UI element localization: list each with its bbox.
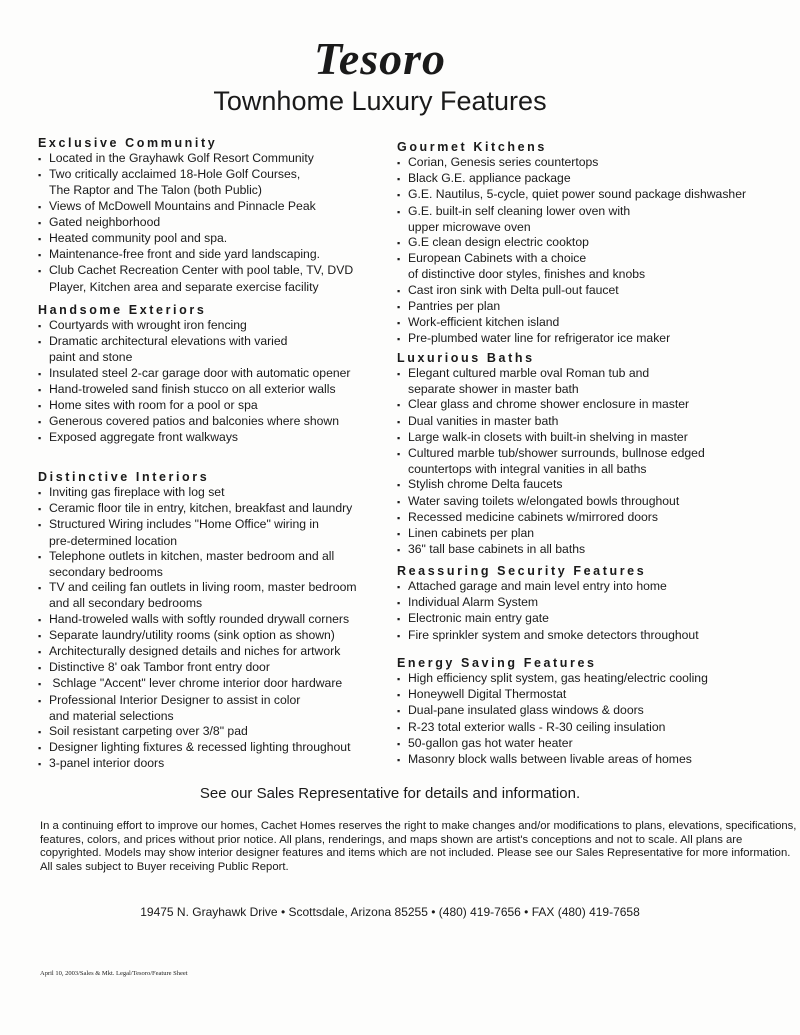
feature-item: [38, 382, 350, 398]
feature-item-line: Corian, Genesis series countertops: [408, 155, 599, 169]
feature-item-line: Hand-troweled sand finish stucco on all exterior walls: [49, 381, 336, 396]
feature-item-line: Architecturally designed details and niches for artwork: [49, 644, 341, 659]
feature-list: [397, 155, 746, 347]
section-heading: Luxurious Baths: [397, 351, 535, 365]
feature-item-line: Elegant cultured marble oval Roman tub and: [408, 366, 650, 380]
feature-item: [38, 580, 357, 611]
feature-item-line: paint and stone: [49, 350, 133, 365]
feature-item: [397, 579, 699, 595]
feature-item: [38, 247, 353, 263]
feature-item: [38, 756, 357, 772]
feature-item-line: High efficiency split system, gas heating/electric cooling: [408, 671, 708, 685]
feature-list: [397, 579, 699, 644]
feature-item-line: Recessed medicine cabinets w/mirrored doors: [408, 509, 658, 524]
feature-item-line: Heated community pool and spa.: [49, 231, 228, 246]
feature-item: [38, 199, 353, 215]
feature-item: [38, 430, 350, 446]
feature-item: [38, 151, 353, 167]
contact-address: 19475 N. Grayhawk Drive • Scottsdale, Arizona 85255 • (480) 419-7656 • FAX (480) 419-7658: [140, 905, 640, 919]
feature-item: [397, 611, 699, 627]
feature-item-line: Telephone outlets in kitchen, master bedroom and all: [49, 548, 335, 563]
feature-item: [38, 549, 357, 580]
feature-item: [397, 299, 746, 315]
feature-item-line: Insulated steel 2-car garage door with automatic opener: [49, 365, 351, 380]
feature-item: [397, 687, 708, 703]
feature-item-line: Schlage "Accent" lever chrome interior door hardware: [49, 676, 343, 691]
feature-item-line: R-23 total exterior walls - R-30 ceiling insulation: [408, 719, 666, 734]
feature-item-line: Pre-plumbed water line for refrigerator ice maker: [408, 331, 671, 346]
feature-item: [38, 231, 353, 247]
feature-item-line: European Cabinets with a choice: [408, 251, 587, 266]
feature-item-line: Black G.E. appliance package: [408, 171, 571, 186]
feature-item-line: The Raptor and The Talon (both Public): [49, 183, 262, 198]
feature-item-line: countertops with integral vanities in all baths: [408, 462, 647, 477]
feature-item: [397, 397, 705, 413]
feature-item: [397, 155, 746, 171]
section-gourmet-kitchens: [397, 140, 746, 347]
feature-item-line: Water saving toilets w/elongated bowls throughout: [408, 493, 680, 508]
feature-item-line: of distinctive door styles, finishes and knobs: [408, 267, 646, 282]
feature-item: [38, 740, 357, 756]
feature-item-line: separate shower in master bath: [408, 382, 579, 397]
feature-item: [38, 644, 357, 660]
feature-item-line: Located in the Grayhawk Golf Resort Community: [49, 151, 314, 165]
feature-item: [397, 187, 746, 203]
feature-item: [397, 446, 705, 477]
feature-item: [38, 366, 350, 382]
feature-item-line: Linen cabinets per plan: [408, 526, 535, 541]
feature-item-line: Stylish chrome Delta faucets: [408, 477, 563, 492]
feature-item-line: Two critically acclaimed 18-Hole Golf Courses,: [49, 167, 301, 182]
feature-item-line: G.E clean design electric cooktop: [408, 235, 589, 250]
feature-item: [38, 724, 357, 740]
feature-item: [38, 485, 357, 501]
feature-item: [397, 494, 705, 510]
feature-item: [38, 628, 357, 644]
feature-item: [38, 660, 357, 676]
feature-item-line: Club Cachet Recreation Center with pool table, TV, DVD: [49, 263, 354, 278]
feature-item: [397, 671, 708, 687]
sales-rep-callout: See our Sales Representative for details and information.: [199, 785, 581, 802]
feature-item: [397, 414, 705, 430]
feature-item-line: Exposed aggregate front walkways: [49, 430, 239, 445]
feature-item-line: Generous covered patios and balconies where shown: [49, 414, 339, 429]
feature-item: [397, 595, 699, 611]
feature-item: [38, 167, 353, 198]
feature-item: [397, 736, 708, 752]
feature-item-line: Work-efficient kitchen island: [408, 315, 560, 330]
feature-item: [397, 235, 746, 251]
feature-item-line: 50-gallon gas hot water heater: [408, 735, 573, 750]
section-distinctive-interiors: [38, 470, 357, 773]
feature-item: [38, 517, 357, 548]
feature-item: [397, 331, 746, 347]
feature-item-line: Courtyards with wrought iron fencing: [49, 318, 247, 332]
feature-item: [397, 542, 705, 558]
feature-item: [397, 703, 708, 719]
feature-item: [38, 334, 350, 365]
feature-item: [397, 510, 705, 526]
section-heading: Reassuring Security Features: [397, 564, 647, 578]
feature-item-line: and material selections: [49, 708, 174, 723]
feature-item: [397, 366, 705, 397]
document-footer-reference: April 10, 2003/Sales & Mkt. Legal/Tesoro/Feature Sheet: [40, 970, 188, 977]
feature-item: [38, 693, 357, 724]
feature-item-line: Separate laundry/utility rooms (sink option as shown): [49, 627, 335, 642]
section-heading: Gourmet Kitchens: [397, 140, 547, 154]
feature-item-line: Dual-pane insulated glass windows & doors: [408, 703, 644, 718]
feature-item-line: Views of McDowell Mountains and Pinnacle Peak: [49, 198, 316, 213]
feature-list: [38, 318, 350, 447]
section-heading: Energy Saving Features: [397, 656, 597, 670]
section-heading: Distinctive Interiors: [38, 470, 210, 484]
feature-item: [38, 676, 357, 692]
feature-item-line: 36" tall base cabinets in all baths: [408, 542, 586, 557]
feature-item: [397, 283, 746, 299]
section-handsome-exteriors: [38, 303, 350, 447]
feature-item-line: Dual vanities in master bath: [408, 413, 559, 428]
feature-item-line: Large walk-in closets with built-in shelving in master: [408, 429, 688, 444]
feature-item-line: TV and ceiling fan outlets in living room, master bedroom: [49, 580, 357, 595]
feature-item: [397, 171, 746, 187]
feature-item: [38, 398, 350, 414]
feature-item-line: Masonry block walls between livable areas of homes: [408, 752, 692, 767]
feature-item: [38, 414, 350, 430]
feature-item-line: Ceramic floor tile in entry, kitchen, breakfast and laundry: [49, 501, 353, 516]
feature-list: [38, 151, 353, 295]
feature-item-line: Gated neighborhood: [49, 214, 161, 229]
section-reassuring-security-features: [397, 564, 699, 644]
feature-item: [38, 215, 353, 231]
feature-item-line: Designer lighting fixtures & recessed lighting throughout: [49, 740, 351, 755]
section-energy-saving-features: [397, 656, 708, 768]
feature-item-line: Cast iron sink with Delta pull-out faucet: [408, 282, 619, 297]
feature-item-line: pre-determined location: [49, 533, 178, 548]
feature-item: [397, 628, 699, 644]
feature-item-line: Fire sprinkler system and smoke detectors throughout: [408, 627, 699, 642]
feature-item: [397, 526, 705, 542]
feature-item-line: Player, Kitchen area and separate exercise facility: [49, 279, 319, 294]
feature-item-line: Pantries per plan: [408, 298, 501, 313]
feature-item-line: Honeywell Digital Thermostat: [408, 687, 567, 702]
feature-list: [38, 485, 357, 773]
feature-item-line: Clear glass and chrome shower enclosure in master: [408, 397, 690, 412]
document-subtitle: Townhome Luxury Features: [213, 86, 547, 116]
feature-item-line: Distinctive 8' oak Tambor front entry door: [49, 660, 270, 675]
feature-item-line: Professional Interior Designer to assist in color: [49, 692, 301, 707]
feature-list: [397, 671, 708, 768]
feature-item: [397, 315, 746, 331]
feature-item-line: upper microwave oven: [408, 219, 531, 234]
feature-item: [397, 477, 705, 493]
feature-item-line: G.E. Nautilus, 5-cycle, quiet power sound package dishwasher: [408, 187, 747, 202]
feature-item: [38, 263, 353, 294]
section-heading: Exclusive Community: [38, 136, 218, 150]
feature-item-line: and all secondary bedrooms: [49, 596, 203, 611]
feature-list: [397, 366, 705, 558]
feature-item: [397, 204, 746, 235]
feature-item-line: Electronic main entry gate: [408, 611, 549, 626]
document-title: Tesoro: [313, 33, 447, 84]
feature-item-line: 3-panel interior doors: [49, 756, 165, 771]
feature-item-line: Maintenance-free front and side yard landscaping.: [49, 247, 320, 262]
feature-item-line: Home sites with room for a pool or spa: [49, 398, 258, 413]
feature-item-line: Soil resistant carpeting over 3/8" pad: [49, 724, 248, 739]
feature-item-line: Hand-troweled walls with softly rounded drywall corners: [49, 611, 350, 626]
feature-item-line: Attached garage and main level entry into home: [408, 579, 667, 593]
feature-item: [397, 251, 746, 282]
section-luxurious-baths: [397, 351, 705, 558]
feature-item: [38, 318, 350, 334]
feature-item-line: Individual Alarm System: [408, 595, 539, 610]
feature-item: [38, 612, 357, 628]
feature-item: [397, 720, 708, 736]
section-exclusive-community: [38, 136, 353, 295]
feature-item-line: Dramatic architectural elevations with varied: [49, 334, 288, 349]
feature-item-line: Structured Wiring includes "Home Office" wiring in: [49, 517, 319, 532]
feature-item: [397, 752, 708, 768]
feature-item-line: G.E. built-in self cleaning lower oven with: [408, 203, 631, 218]
section-heading: Handsome Exteriors: [38, 303, 207, 317]
disclaimer-text: In a continuing effort to improve our homes, Cachet Homes reserves the right to make changes and/or modifications to plans, elevations, specifications, features, colors, and prices without prior notice. All plans, renderings, and maps shown are artist's conceptions and not to scale. All plans are copyrighted. Models may show interior designer features and items which are not included. Please see our Sales Representative for more information. All sales subject to Buyer receiving Public Report.: [40, 820, 797, 873]
feature-item-line: Cultured marble tub/shower surrounds, bullnose edged: [408, 446, 705, 461]
feature-item-line: secondary bedrooms: [49, 565, 163, 580]
feature-item: [397, 430, 705, 446]
feature-item-line: Inviting gas fireplace with log set: [49, 485, 225, 499]
feature-item: [38, 501, 357, 517]
